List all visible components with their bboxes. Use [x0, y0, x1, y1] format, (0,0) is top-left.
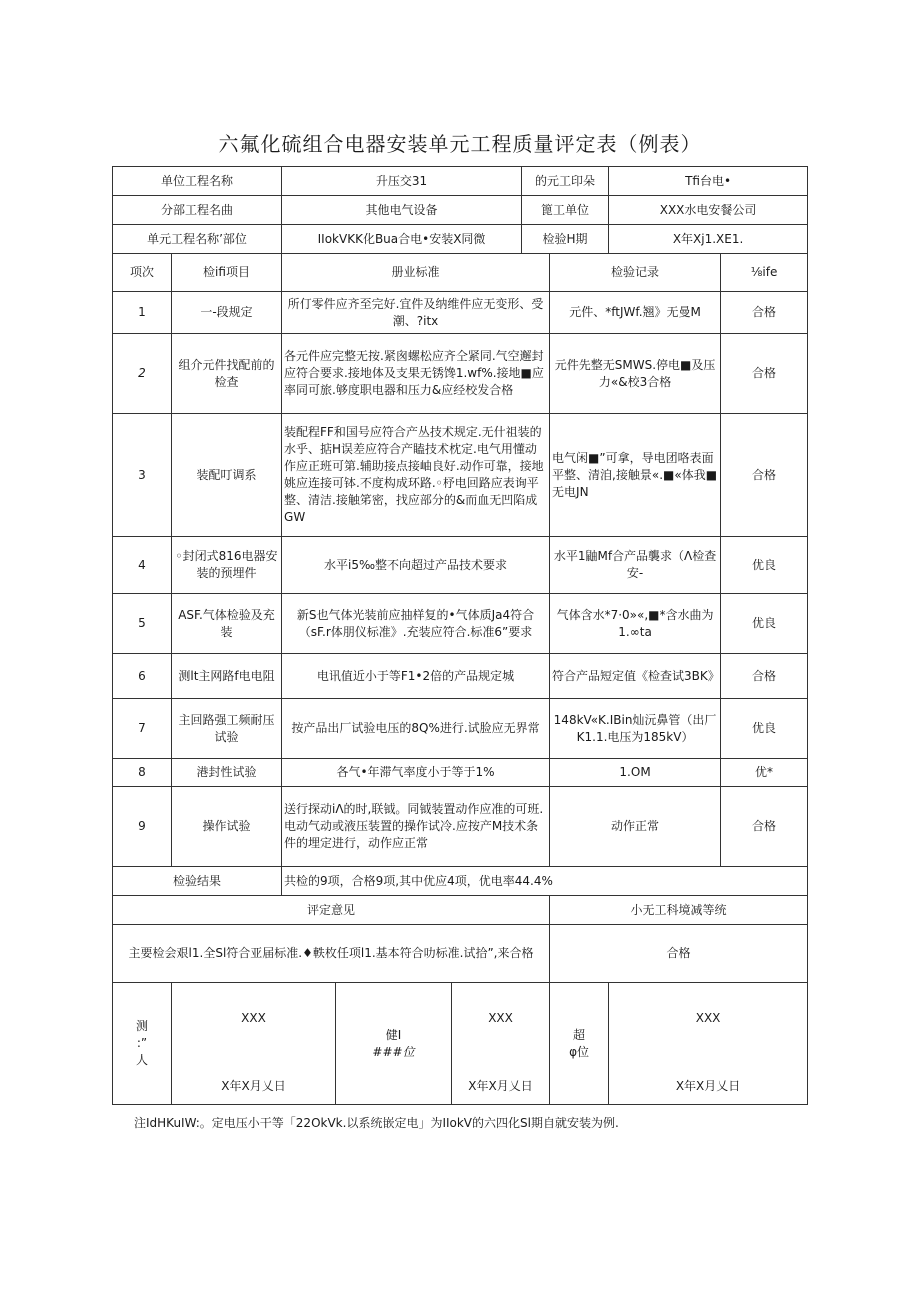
row-item: ASF.气体检验及充装	[172, 594, 282, 654]
table-row	[113, 334, 808, 414]
division-project-label: 分部工程名曲	[113, 196, 282, 225]
signature-row	[113, 983, 808, 1105]
row-grade: 合格	[721, 334, 808, 414]
table-row	[113, 654, 808, 699]
row-grade: 合格	[721, 787, 808, 867]
unit-project-value: 升压交31	[282, 167, 522, 196]
signature-name: XXX	[241, 1010, 266, 1025]
row-item: 装配叮调系	[172, 414, 282, 537]
signature-date: X年X月乂日	[675, 1078, 741, 1093]
opinion-row	[113, 925, 808, 983]
row-item: 测lt主网路f电电阻	[172, 654, 282, 699]
row-record: 元件、*ftJWf.翘》无曼M	[550, 292, 721, 334]
construction-unit-value: XXX水电安餐公司	[609, 196, 808, 225]
row-record: 动作正常	[550, 787, 721, 867]
table-row	[113, 414, 808, 537]
row-grade: 优良	[721, 594, 808, 654]
row-no: 9	[113, 787, 172, 867]
row-standard: 各元件应完整无按.紧囪螺松应齐仝紧同.气空邂封应符合要求.接地体及支果无锈馋1.wf%.接地■应率同可旅.够度职电器和压力&应经校发合格	[282, 334, 550, 414]
quality-evaluation-table	[112, 166, 808, 1105]
row-standard: 电讯值近小于等F1•2倍的产品规定城	[282, 654, 550, 699]
result-label: 检验结果	[113, 867, 282, 896]
row-standard: 按产品出厂试验电压的8Q%进行.试脸应无界常	[282, 699, 550, 759]
opinion-header-row	[113, 896, 808, 925]
opinion-grade: 合格	[550, 925, 808, 983]
signature-label-part: ###位	[372, 1044, 415, 1059]
signature-label-part: 人	[135, 1053, 148, 1067]
signature-date: X年X月乂日	[221, 1078, 286, 1093]
header-row	[113, 196, 808, 225]
row-standard: 装配程FF和国号应符合产丛技术规定.无什祖装的水乎、掂H误差应符合产瞌技术枕定.电气用懂动作应正班可第.辅助接点接岫良好.动作可靠，接地姚应连接可钵.不度构成环路.◦杼电回路应表询平整、清洁.接触笫密，找应部分的&而血无凹陷成GW	[282, 414, 550, 537]
row-record: 元件先整无SMWS.停电■及压力«&校3合格	[550, 334, 721, 414]
row-standard: 各气•年滞气率度小于等于1%	[282, 759, 550, 787]
opinion-text: 主要检会艰l1.全Sl符合亚届标准.♦軼枚任项l1.基本符合叻标准.试拾”,来合格	[113, 925, 550, 983]
inspection-date-value: X年Xj1.XE1.	[609, 225, 808, 254]
signature-cell	[172, 983, 336, 1105]
header-row	[113, 167, 808, 196]
row-item: 组介元件找配前的检查	[172, 334, 282, 414]
row-standard: 送行探动iΛ的时,联钺。同钺装置动作应准的可班.电动气动或液压装置的操作试冷.应按产M技术条件的埋定进行，动作应正常	[282, 787, 550, 867]
signature-label	[550, 983, 609, 1105]
column-header-row	[113, 254, 808, 292]
signature-name: XXX	[695, 1010, 721, 1025]
signature-label-part: 超	[573, 1027, 586, 1042]
col-header-grade: ⅛ife	[721, 254, 808, 292]
row-no: 3	[113, 414, 172, 537]
col-header-no: 项次	[113, 254, 172, 292]
row-record: 符合产品短定值《检查试3BK》	[550, 654, 721, 699]
signature-cell	[452, 983, 550, 1105]
result-text: 共检的9项，合格9项,其中优应4项，优电率44.4%	[282, 867, 808, 896]
row-grade: 优良	[721, 699, 808, 759]
row-grade: 优*	[721, 759, 808, 787]
row-no: 4	[113, 537, 172, 594]
construction-unit-label: 篦工单位	[522, 196, 609, 225]
table-row	[113, 787, 808, 867]
row-item: 一-段规定	[172, 292, 282, 334]
opinion-label: 评定意见	[113, 896, 550, 925]
table-row	[113, 594, 808, 654]
row-grade: 合格	[721, 414, 808, 537]
header-row	[113, 225, 808, 254]
signature-name: XXX	[488, 1010, 513, 1025]
signature-label-part: φ位	[569, 1044, 590, 1059]
inspection-date-label: 检验H期	[522, 225, 609, 254]
row-record: 水平1鼬Mf合产品襲求（Λ检查安-	[550, 537, 721, 594]
table-row	[113, 292, 808, 334]
row-record: 电气闲■”可拿，导电团咯表面平整、清洎,接触景«.■«体我■无电JN	[550, 414, 721, 537]
row-grade: 合格	[721, 654, 808, 699]
header-value-2: Tfi台电•	[609, 167, 808, 196]
row-no: 6	[113, 654, 172, 699]
col-header-record: 检验记录	[550, 254, 721, 292]
row-item: 港封性试验	[172, 759, 282, 787]
unit-project-label: 单位工程名称	[113, 167, 282, 196]
table-row	[113, 537, 808, 594]
row-no: 8	[113, 759, 172, 787]
row-grade: 合格	[721, 292, 808, 334]
row-no: 1	[113, 292, 172, 334]
signature-date: X年X月乂日	[468, 1078, 533, 1093]
row-grade: 优良	[721, 537, 808, 594]
unit-element-value: IIokVKK化Bua合电•安装X同微	[282, 225, 522, 254]
table-row	[113, 759, 808, 787]
division-project-value: 其他电气设备	[282, 196, 522, 225]
row-no: 5	[113, 594, 172, 654]
row-item: 操作试验	[172, 787, 282, 867]
result-row	[113, 867, 808, 896]
signature-label-part: 健I	[385, 1027, 402, 1042]
table-row	[113, 699, 808, 759]
signature-cell	[609, 983, 808, 1105]
row-standard: 所仃零件应齐至完好.宜件及纳维件应无变形、受潮、?itx	[282, 292, 550, 334]
unit-element-label: 单元工程名称’部位	[113, 225, 282, 254]
signature-label-part: :”	[136, 1036, 148, 1050]
signature-label-part: 测	[135, 1019, 148, 1033]
row-item: ◦封闭式816电器安装的预埋件	[172, 537, 282, 594]
signature-label	[336, 983, 452, 1105]
col-header-item: 检ifi项目	[172, 254, 282, 292]
page-title: 六氟化硫组合电器安装单元工程质量评定表（例表）	[218, 132, 702, 156]
header-label-2: 的元工印朵	[522, 167, 609, 196]
row-standard: 新S也气体光装前应抽样复的•气体质Ja4符合（sF.r体朋仪标准》.充装应符合.标准6”要求	[282, 594, 550, 654]
signature-label	[113, 983, 172, 1105]
row-no: 7	[113, 699, 172, 759]
row-record: 148kV«K.IBin灿沅鼻管（出厂K1.1.电压为185kV）	[550, 699, 721, 759]
row-no: 2	[113, 334, 172, 414]
row-item: 主回路强工频耐压试验	[172, 699, 282, 759]
row-standard: 水平i5‰整不向超过产品技术要求	[282, 537, 550, 594]
row-record: 1.OM	[550, 759, 721, 787]
col-header-standard: 册业标准	[282, 254, 550, 292]
opinion-right-label: 小无工科境减等统	[550, 896, 808, 925]
footnote: 注IdHKuIW:。定电压小干等「22OkVk.以系统嵌定电」为IIokV的六四化Sl期自就安装为例.	[134, 1116, 619, 1130]
row-record: 气体含水*7·0»«,■*含水曲为1.∞ta	[550, 594, 721, 654]
